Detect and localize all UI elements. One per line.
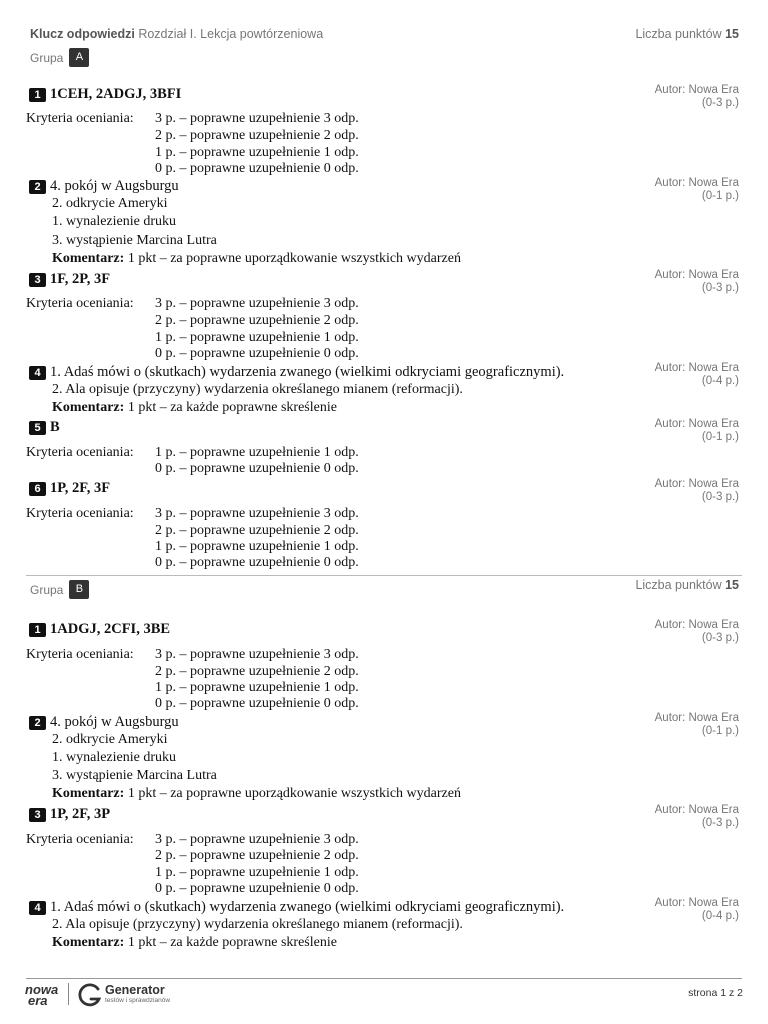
task-author: Autor: Nowa Era (654, 84, 739, 96)
task-number: 4 (29, 901, 46, 915)
task-author: Autor: Nowa Era (654, 712, 739, 724)
task-number: 4 (29, 366, 46, 380)
task-author: Autor: Nowa Era (654, 804, 739, 816)
criteria-label: Kryteria oceniania: (26, 647, 134, 662)
group-a-label: Grupa A (30, 48, 89, 67)
answer-line: 2. odkrycie Ameryki (52, 732, 168, 747)
page-number: strona 1 z 2 (688, 987, 743, 999)
group-b-badge: B (69, 580, 89, 599)
criteria-line: 1 p. – poprawne uzupełnienie 1 odp. (155, 865, 359, 880)
criteria-line: 3 p. – poprawne uzupełnienie 3 odp. (155, 296, 359, 311)
task-comment: Komentarz: 1 pkt – za poprawne uporządkowanie wszystkich wydarzeń (52, 786, 461, 801)
criteria-line: 0 p. – poprawne uzupełnienie 0 odp. (155, 555, 359, 570)
criteria-line: 1 p. – poprawne uzupełnienie 1 odp. (155, 680, 359, 695)
task-author: Autor: Nowa Era (654, 269, 739, 281)
task-points-range: (0-3 p.) (701, 632, 739, 644)
logo-separator (68, 983, 69, 1005)
criteria-line: 3 p. – poprawne uzupełnienie 3 odp. (155, 111, 359, 126)
answer-line: 3. wystąpienie Marcina Lutra (52, 233, 217, 248)
task-points-range: (0-3 p.) (701, 491, 739, 503)
task-points-range: (0-1 p.) (701, 190, 739, 202)
answer-line: 2. Ala opisuje (przyczyny) wydarzenia określanego mianem (reformacji). (52, 382, 463, 397)
criteria-line: 3 p. – poprawne uzupełnienie 3 odp. (155, 506, 359, 521)
task-points-range: (0-1 p.) (701, 431, 739, 443)
task-author: Autor: Nowa Era (654, 177, 739, 189)
criteria-line: 1 p. – poprawne uzupełnienie 1 odp. (155, 445, 359, 460)
task-author: Autor: Nowa Era (654, 619, 739, 631)
criteria-line: 1 p. – poprawne uzupełnienie 1 odp. (155, 330, 359, 345)
task-author: Autor: Nowa Era (654, 478, 739, 490)
task-author: Autor: Nowa Era (654, 362, 739, 374)
task-comment: Komentarz: 1 pkt – za każde poprawne skreślenie (52, 400, 337, 415)
criteria-line: 0 p. – poprawne uzupełnienie 0 odp. (155, 696, 359, 711)
task-author: Autor: Nowa Era (654, 897, 739, 909)
criteria-line: 3 p. – poprawne uzupełnienie 3 odp. (155, 647, 359, 662)
answer-line: 1. wynalezienie druku (52, 750, 177, 765)
criteria-line: 1 p. – poprawne uzupełnienie 1 odp. (155, 539, 359, 554)
group-divider (26, 575, 742, 576)
task-answer: 4. pokój w Augsburgu (50, 178, 179, 194)
criteria-line: 0 p. – poprawne uzupełnienie 0 odp. (155, 881, 359, 896)
criteria-line: 0 p. – poprawne uzupełnienie 0 odp. (155, 161, 359, 176)
document-header (30, 27, 739, 45)
task-answer: 1P, 2F, 3F (50, 480, 111, 496)
answer-line: 3. wystąpienie Marcina Lutra (52, 768, 217, 783)
criteria-line: 2 p. – poprawne uzupełnienie 2 odp. (155, 848, 359, 863)
generator-subtitle: testów i sprawdzianów (105, 997, 171, 1004)
criteria-line: 2 p. – poprawne uzupełnienie 2 odp. (155, 128, 359, 143)
task-number: 5 (29, 421, 46, 435)
task-number: 1 (29, 623, 46, 637)
criteria-line: 2 p. – poprawne uzupełnienie 2 odp. (155, 523, 359, 538)
task-points-range: (0-4 p.) (701, 375, 739, 387)
answer-line: 2. odkrycie Ameryki (52, 196, 168, 211)
task-author: Autor: Nowa Era (654, 418, 739, 430)
criteria-line: 2 p. – poprawne uzupełnienie 2 odp. (155, 313, 359, 328)
group-a-badge: A (69, 48, 89, 67)
generator-logo-icon (78, 983, 102, 1012)
task-answer: 1P, 2F, 3P (50, 806, 111, 822)
task-points-range: (0-3 p.) (701, 282, 739, 294)
criteria-line: 3 p. – poprawne uzupełnienie 3 odp. (155, 832, 359, 847)
criteria-line: 2 p. – poprawne uzupełnienie 2 odp. (155, 664, 359, 679)
generator-title: Generator (105, 983, 165, 997)
criteria-label: Kryteria oceniania: (26, 506, 134, 521)
criteria-line: 1 p. – poprawne uzupełnienie 1 odp. (155, 145, 359, 160)
task-number: 3 (29, 808, 46, 822)
task-number: 6 (29, 482, 46, 496)
task-answer: 1. Adaś mówi o (skutkach) wydarzenia zwanego (wielkimi odkryciami geograficznymi). (50, 364, 565, 380)
task-points-range: (0-3 p.) (701, 97, 739, 109)
task-answer: 1CEH, 2ADGJ, 3BFI (50, 86, 182, 102)
task-answer: 1ADGJ, 2CFI, 3BE (50, 621, 171, 637)
task-points-range: (0-3 p.) (701, 817, 739, 829)
task-answer: 1F, 2P, 3F (50, 271, 111, 287)
task-answer: B (50, 419, 60, 435)
task-number: 2 (29, 180, 46, 194)
footer-divider (26, 978, 742, 979)
task-number: 2 (29, 716, 46, 730)
answer-line: 1. wynalezienie druku (52, 214, 177, 229)
task-answer: 4. pokój w Augsburgu (50, 714, 179, 730)
task-comment: Komentarz: 1 pkt – za każde poprawne skreślenie (52, 935, 337, 950)
task-number: 3 (29, 273, 46, 287)
task-answer: 1. Adaś mówi o (skutkach) wydarzenia zwanego (wielkimi odkryciami geograficznymi). (50, 899, 565, 915)
nowa-era-logo: nowa era (25, 982, 59, 1008)
task-comment: Komentarz: 1 pkt – za poprawne uporządkowanie wszystkich wydarzeń (52, 251, 461, 266)
criteria-label: Kryteria oceniania: (26, 832, 134, 847)
document-title: Klucz odpowiedzi Rozdział I. Lekcja powtórzeniowa (30, 27, 324, 41)
task-points-range: (0-4 p.) (701, 910, 739, 922)
criteria-line: 0 p. – poprawne uzupełnienie 0 odp. (155, 346, 359, 361)
group-b-points: Liczba punktów 15 (635, 578, 739, 592)
task-points-range: (0-1 p.) (701, 725, 739, 737)
group-b-label: Grupa B (30, 580, 89, 599)
criteria-label: Kryteria oceniania: (26, 445, 134, 460)
criteria-label: Kryteria oceniania: (26, 296, 134, 311)
criteria-line: 0 p. – poprawne uzupełnienie 0 odp. (155, 461, 359, 476)
answer-line: 2. Ala opisuje (przyczyny) wydarzenia określanego mianem (reformacji). (52, 917, 463, 932)
total-points: Liczba punktów 15 (635, 27, 739, 41)
task-number: 1 (29, 88, 46, 102)
criteria-label: Kryteria oceniania: (26, 111, 134, 126)
